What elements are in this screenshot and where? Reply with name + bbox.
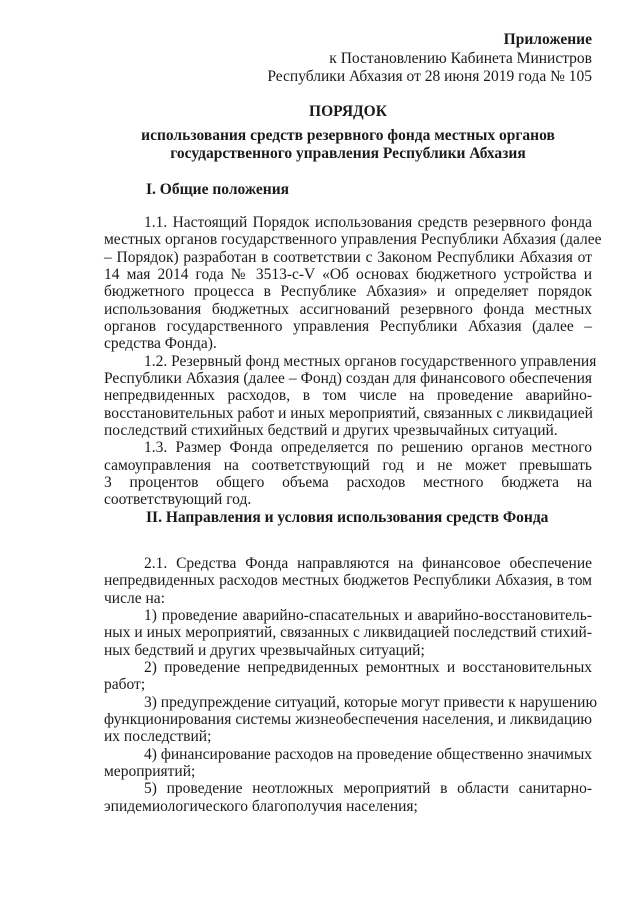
paragraph-line: восстановительных работ и иных мероприятий, связанных с ликвидацией [104,404,593,422]
paragraph-line: 3) предупреждение ситуаций, которые могут привести к нарушению [144,693,598,711]
subtitle-line-1: использования средств резервного фонда местных органов [141,127,555,144]
paragraph-line: соответствующий год. [104,491,252,509]
paragraph [104,607,592,659]
document-subtitle [104,127,592,163]
paragraph [104,746,592,781]
paragraph-line: 1) проведение аварийно-спасательных и аварийно-восстановитель- [144,606,592,624]
appendix-line-3: Республики Абхазия от 28 июня 2019 года № 105 [267,68,592,85]
paragraph [104,555,592,607]
paragraph-line: 3 процентов общего объема расходов местного бюджета на [104,473,592,491]
section-2-body [104,555,598,815]
paragraph-line: 14 мая 2014 года № 3513-с-V «Об основах бюджетного устройства и [104,265,592,283]
paragraph-line: ных и иных мероприятий, связанных с ликвидацией последствий стихий- [104,624,592,642]
paragraph-line: функционирования системы жизнеобеспечения населения, и ликвидацию [104,710,592,728]
paragraph [104,780,592,815]
paragraph-line: – Порядок) разработан в соответствии с Законом Республики Абхазия от [104,248,592,266]
paragraph-line: эпидемиологического благополучия населения; [104,797,418,815]
paragraph-line: последствий стихийных бедствий и других чрезвычайных ситуаций. [104,421,558,439]
paragraph-line: их последствий; [104,728,212,746]
appendix-line-2: к Постановлению Кабинета Министров [329,49,592,67]
appendix-title: Приложение [503,31,592,48]
paragraph-line: местных органов государственного управления Республики Абхазия (далее [104,231,602,249]
paragraph-line: 4) финансирование расходов на проведение общественно значимых [144,745,592,763]
paragraph-line: числе на: [104,589,165,607]
paragraph-line: бюджетного процесса в Республике Абхазия» и определяет порядок [104,283,592,301]
paragraph-line: 2) проведение непредвиденных ремонтных и восстановительных [144,658,592,676]
paragraph-line: непредвиденных расходов, в том числе на проведение аварийно- [104,387,592,405]
paragraph-line: 5) проведение неотложных мероприятий в области санитарно- [144,780,592,798]
paragraph-line: использования бюджетных ассигнований резервного фонда местных [104,300,592,318]
paragraph [104,352,597,440]
paragraph-line: органов государственного управления Республики Абхазия (далее – [104,317,592,335]
paragraph-line: 2.1. Средства Фонда направляются на финансовое обеспечение [144,555,592,572]
paragraph [104,659,592,694]
document-title: ПОРЯДОК [309,103,387,120]
paragraph-line: 1.1. Настоящий Порядок использования средств резервного фонда [144,214,592,231]
paragraph-line: ных бедствий и других чрезвычайных ситуаций; [104,641,425,659]
paragraph-line: 1.3. Размер Фонда определяется по решению органов местного [144,439,592,457]
paragraph-line: самоуправления на соответствующий год и не может превышать [104,456,592,474]
paragraph-line: Республики Абхазия (далее – Фонд) создан для финансового обеспечения [104,369,592,387]
section-1-body [104,214,602,509]
paragraph [104,214,602,353]
paragraph-line: работ; [104,676,146,694]
paragraph-line: непредвиденных расходов местных бюджетов Республики Абхазия, в том [104,572,592,590]
appendix-header [104,31,592,87]
section-1-heading: I. Общие положения [146,181,290,198]
paragraph-line: средства Фонда). [104,335,217,353]
paragraph [104,439,592,508]
paragraph [104,693,598,746]
paragraph-line: мероприятий; [104,762,196,780]
subtitle-line-2: государственного управления Республики Абхазия [170,145,526,162]
section-2-heading: II. Направления и условия использования средств Фонда [146,509,549,526]
paragraph-line: 1.2. Резервный фонд местных органов государственного управления [144,352,597,370]
